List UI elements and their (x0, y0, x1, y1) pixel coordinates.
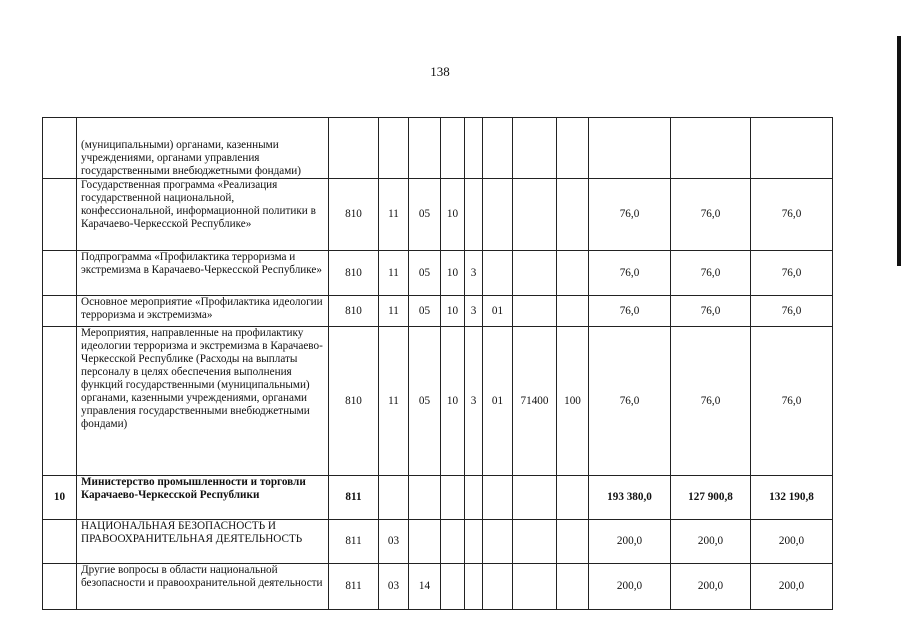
row-name: Подпрограмма «Профилактика терроризма и экстремизма в Карачаево-Черкесской Республике» (77, 251, 329, 296)
row-number (43, 251, 77, 296)
amount-year-2: 200,0 (671, 564, 751, 610)
expense-type-code (557, 118, 589, 179)
subprogram-code: 3 (465, 296, 483, 327)
row-number: 10 (43, 476, 77, 520)
amount-year-2: 76,0 (671, 251, 751, 296)
table-row (43, 520, 833, 564)
amount-year-3: 132 190,8 (751, 476, 833, 520)
direction-code (513, 520, 557, 564)
event-code (483, 476, 513, 520)
program-code (441, 520, 465, 564)
event-code (483, 520, 513, 564)
amount-year-2: 200,0 (671, 520, 751, 564)
amount-year-1: 193 380,0 (589, 476, 671, 520)
program-code (441, 564, 465, 610)
subsection-code (409, 520, 441, 564)
row-number (43, 296, 77, 327)
subprogram-code: 3 (465, 251, 483, 296)
subprogram-code (465, 118, 483, 179)
amount-year-1: 76,0 (589, 179, 671, 251)
amount-year-1: 200,0 (589, 520, 671, 564)
amount-year-1: 76,0 (589, 327, 671, 476)
table-row (43, 251, 833, 296)
program-code: 10 (441, 179, 465, 251)
program-code: 10 (441, 327, 465, 476)
scan-edge-mark (897, 36, 901, 266)
ministry-code: 810 (329, 251, 379, 296)
subsection-code (409, 476, 441, 520)
budget-table (42, 117, 833, 610)
program-code (441, 118, 465, 179)
section-code: 11 (379, 251, 409, 296)
direction-code (513, 179, 557, 251)
expense-type-code (557, 251, 589, 296)
ministry-code: 810 (329, 179, 379, 251)
row-name: Другие вопросы в области национальной безопасности и правоохранительной деятельности (77, 564, 329, 610)
amount-year-3: 76,0 (751, 251, 833, 296)
expense-type-code (557, 564, 589, 610)
expense-type-code (557, 296, 589, 327)
row-number (43, 520, 77, 564)
table-row (43, 564, 833, 610)
subprogram-code (465, 564, 483, 610)
amount-year-2: 76,0 (671, 296, 751, 327)
subsection-code: 05 (409, 327, 441, 476)
subprogram-code: 3 (465, 327, 483, 476)
row-name: НАЦИОНАЛЬНАЯ БЕЗОПАСНОСТЬ И ПРАВООХРАНИТЕЛЬНАЯ ДЕЯТЕЛЬНОСТЬ (77, 520, 329, 564)
table-row (43, 327, 833, 476)
event-code: 01 (483, 327, 513, 476)
section-code (379, 476, 409, 520)
amount-year-1: 200,0 (589, 564, 671, 610)
ministry-code: 811 (329, 564, 379, 610)
expense-type-code: 100 (557, 327, 589, 476)
amount-year-3 (751, 118, 833, 179)
amount-year-3: 76,0 (751, 179, 833, 251)
direction-code (513, 476, 557, 520)
subsection-code: 05 (409, 251, 441, 296)
amount-year-2 (671, 118, 751, 179)
direction-code (513, 296, 557, 327)
expense-type-code (557, 179, 589, 251)
subsection-code (409, 118, 441, 179)
section-code: 03 (379, 520, 409, 564)
row-number (43, 118, 77, 179)
direction-code: 71400 (513, 327, 557, 476)
table-row (43, 476, 833, 520)
event-code (483, 179, 513, 251)
row-name: Государственная программа «Реализация государственной национальной, конфессиональной, информационной политики в Карачаево-Черкесской Республике» (77, 179, 329, 251)
amount-year-2: 76,0 (671, 327, 751, 476)
amount-year-1: 76,0 (589, 251, 671, 296)
expense-type-code (557, 520, 589, 564)
event-code (483, 118, 513, 179)
event-code: 01 (483, 296, 513, 327)
amount-year-1: 76,0 (589, 296, 671, 327)
amount-year-3: 76,0 (751, 327, 833, 476)
row-name: (муниципальными) органами, казенными учреждениями, органами управления государственными внебюджетными фондами) (77, 118, 329, 179)
page-number: 138 (430, 64, 450, 79)
table-row (43, 118, 833, 179)
row-number (43, 179, 77, 251)
table-row (43, 296, 833, 327)
row-name: Мероприятия, направленные на профилактику идеологии терроризма и экстремизма в Карачаево-Черкесской Республике (Расходы на выплаты персоналу в целях обеспечения выполнения функций государственными (муниципальными) органами, казенными учреждениями, органами управления государственными внебюджетными фондами) (77, 327, 329, 476)
subsection-code: 05 (409, 296, 441, 327)
ministry-code: 811 (329, 520, 379, 564)
section-code: 03 (379, 564, 409, 610)
subprogram-code (465, 520, 483, 564)
amount-year-1 (589, 118, 671, 179)
section-code: 11 (379, 296, 409, 327)
program-code: 10 (441, 251, 465, 296)
expense-type-code (557, 476, 589, 520)
ministry-code: 810 (329, 296, 379, 327)
event-code (483, 251, 513, 296)
section-code (379, 118, 409, 179)
section-code: 11 (379, 327, 409, 476)
program-code: 10 (441, 296, 465, 327)
ministry-code (329, 118, 379, 179)
amount-year-3: 76,0 (751, 296, 833, 327)
amount-year-2: 76,0 (671, 179, 751, 251)
subprogram-code (465, 476, 483, 520)
row-number (43, 564, 77, 610)
subprogram-code (465, 179, 483, 251)
direction-code (513, 564, 557, 610)
section-code: 11 (379, 179, 409, 251)
event-code (483, 564, 513, 610)
direction-code (513, 118, 557, 179)
amount-year-2: 127 900,8 (671, 476, 751, 520)
amount-year-3: 200,0 (751, 564, 833, 610)
table-row (43, 179, 833, 251)
subsection-code: 05 (409, 179, 441, 251)
row-name: Основное мероприятие «Профилактика идеологии терроризма и экстремизма» (77, 296, 329, 327)
ministry-code: 810 (329, 327, 379, 476)
amount-year-3: 200,0 (751, 520, 833, 564)
row-number (43, 327, 77, 476)
subsection-code: 14 (409, 564, 441, 610)
ministry-code: 811 (329, 476, 379, 520)
direction-code (513, 251, 557, 296)
row-name: Министерство промышленности и торговли Карачаево-Черкесской Республики (77, 476, 329, 520)
program-code (441, 476, 465, 520)
